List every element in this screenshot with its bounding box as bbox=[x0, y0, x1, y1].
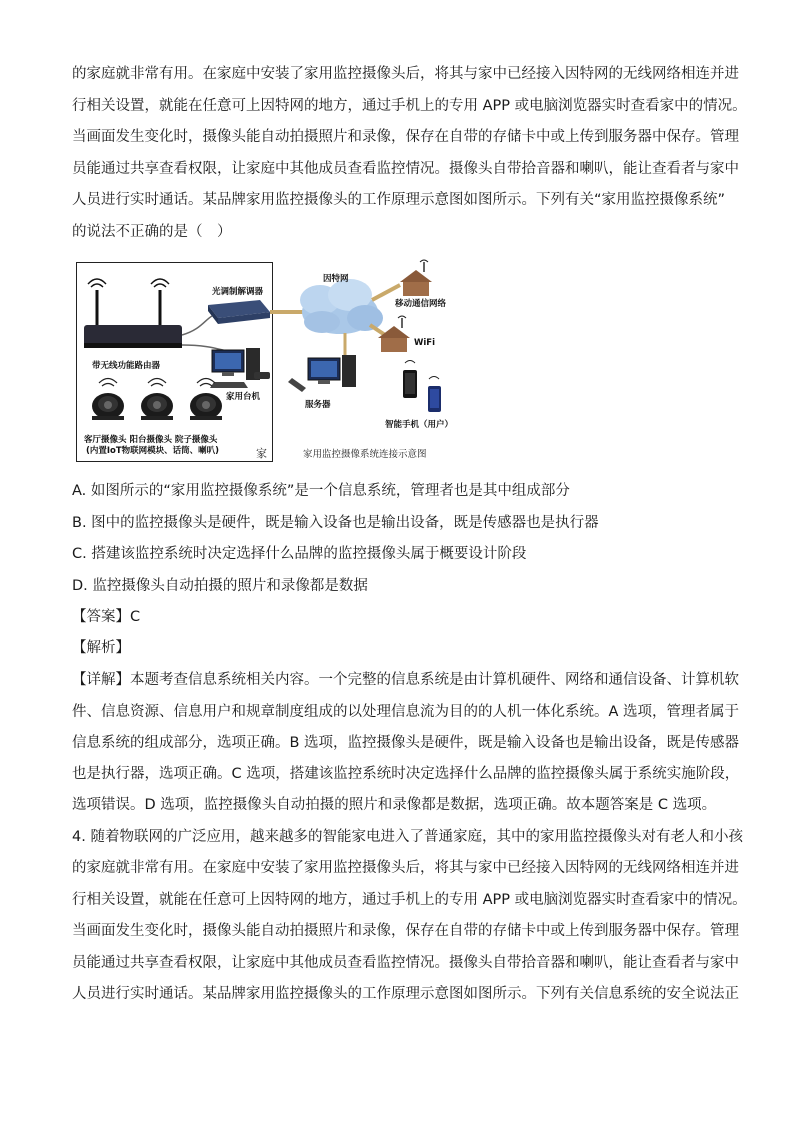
server-label: 服务器 bbox=[305, 400, 331, 410]
wifi-label: WiFi bbox=[414, 338, 436, 348]
text-line: 也是执行器，选项正确。C 选项，搭建该监控系统时决定选择什么品牌的监控摄像头属于系统实施阶段， bbox=[72, 766, 740, 782]
desktop-pc-icon bbox=[210, 348, 270, 388]
text-line: 当画面发生变化时，摄像头能自动拍摄照片和录像，保存在自带的存储卡中或上传到服务器中保存。管理 bbox=[72, 923, 739, 939]
text-line: 行相关设置，就能在任意可上因特网的地方，通过手机上的专用 APP 或电脑浏览器实时查看家中的情况。 bbox=[72, 892, 747, 908]
text-line: 行相关设置，就能在任意可上因特网的地方，通过手机上的专用 APP 或电脑浏览器实时查看家中的情况。 bbox=[72, 98, 747, 114]
cameras-sublabel: (内置IoT物联网模块、话筒、喇叭) bbox=[86, 446, 220, 456]
option-b: B. 图中的监控摄像头是硬件，既是输入设备也是输出设备，既是传感器也是执行器 bbox=[72, 515, 599, 531]
server-icon bbox=[288, 355, 356, 392]
router-icon bbox=[84, 279, 182, 348]
option-c: C. 搭建该监控系统时决定选择什么品牌的监控摄像头属于概要设计阶段 bbox=[72, 546, 527, 562]
figure-caption: 家用监控摄像系统连接示意图 bbox=[303, 449, 427, 460]
phone-label: 智能手机（用户） bbox=[385, 420, 454, 430]
text-line: 人员进行实时通话。某品牌家用监控摄像头的工作原理示意图如图所示。下列有关信息系统的安全说法正 bbox=[72, 986, 739, 1002]
text-line: 的家庭就非常有用。在家庭中安装了家用监控摄像头后，将其与家中已经接入因特网的无线网络相连并进 bbox=[72, 860, 739, 876]
text-line: 员能通过共享查看权限，让家庭中其他成员查看监控情况。摄像头自带拾音器和喇叭，能让查看者与家中 bbox=[72, 161, 739, 177]
diagram-graphics bbox=[0, 0, 794, 480]
text-line: 4. 随着物联网的广泛应用，越来越多的智能家电进入了普通家庭，其中的家用监控摄像头对有老人和小孩 bbox=[72, 829, 743, 845]
smartphone-icon bbox=[403, 361, 441, 413]
text-line: 的家庭就非常有用。在家庭中安装了家用监控摄像头后，将其与家中已经接入因特网的无线网络相连并进 bbox=[72, 66, 739, 82]
text-line: 的说法不正确的是（ ） bbox=[72, 224, 232, 240]
text-line: 件、信息资源、信息用户和规章制度组成的以处理信息流为目的的人机一体化系统。A 选项，管理者属于 bbox=[72, 704, 740, 720]
camera-icon bbox=[141, 379, 173, 421]
option-d: D. 监控摄像头自动拍摄的照片和录像都是数据 bbox=[72, 578, 368, 594]
mobile-tower-icon bbox=[400, 260, 432, 296]
text-line: 【详解】本题考查信息系统相关内容。一个完整的信息系统是由计算机硬件、网络和通信设备、计算机软 bbox=[72, 672, 739, 688]
camera-icon bbox=[92, 379, 124, 421]
home-label: 家 bbox=[256, 447, 267, 460]
pc-label: 家用台机 bbox=[226, 392, 261, 402]
text-line: 人员进行实时通话。某品牌家用监控摄像头的工作原理示意图如图所示。下列有关“家用监控摄像系统” bbox=[72, 192, 726, 208]
internet-label: 因特网 bbox=[323, 274, 349, 284]
modem-icon bbox=[208, 300, 270, 324]
answer-line: 【答案】C bbox=[72, 609, 141, 625]
modem-label: 光调制解调器 bbox=[212, 287, 264, 297]
text-line: 信息系统的组成部分，选项正确。B 选项，监控摄像头是硬件，既是输入设备也是输出设备，既是传感器 bbox=[72, 735, 740, 751]
text-line: 员能通过共享查看权限，让家庭中其他成员查看监控情况。摄像头自带拾音器和喇叭，能让查看者与家中 bbox=[72, 955, 739, 971]
cameras-label: 客厅摄像头 阳台摄像头 院子摄像头 bbox=[84, 435, 218, 445]
option-a: A. 如图所示的“家用监控摄像系统”是一个信息系统，管理者也是其中组成部分 bbox=[72, 483, 570, 499]
analysis-title: 【解析】 bbox=[72, 640, 130, 656]
text-line: 当画面发生变化时，摄像头能自动拍摄照片和录像，保存在自带的存储卡中或上传到服务器中保存。管理 bbox=[72, 129, 739, 145]
text-line: 选项错误。D 选项，监控摄像头自动拍摄的照片和录像都是数据，选项正确。故本题答案是 C 选项。 bbox=[72, 797, 717, 813]
mobile-network-label: 移动通信网络 bbox=[395, 299, 447, 309]
router-label: 带无线功能路由器 bbox=[92, 361, 161, 371]
